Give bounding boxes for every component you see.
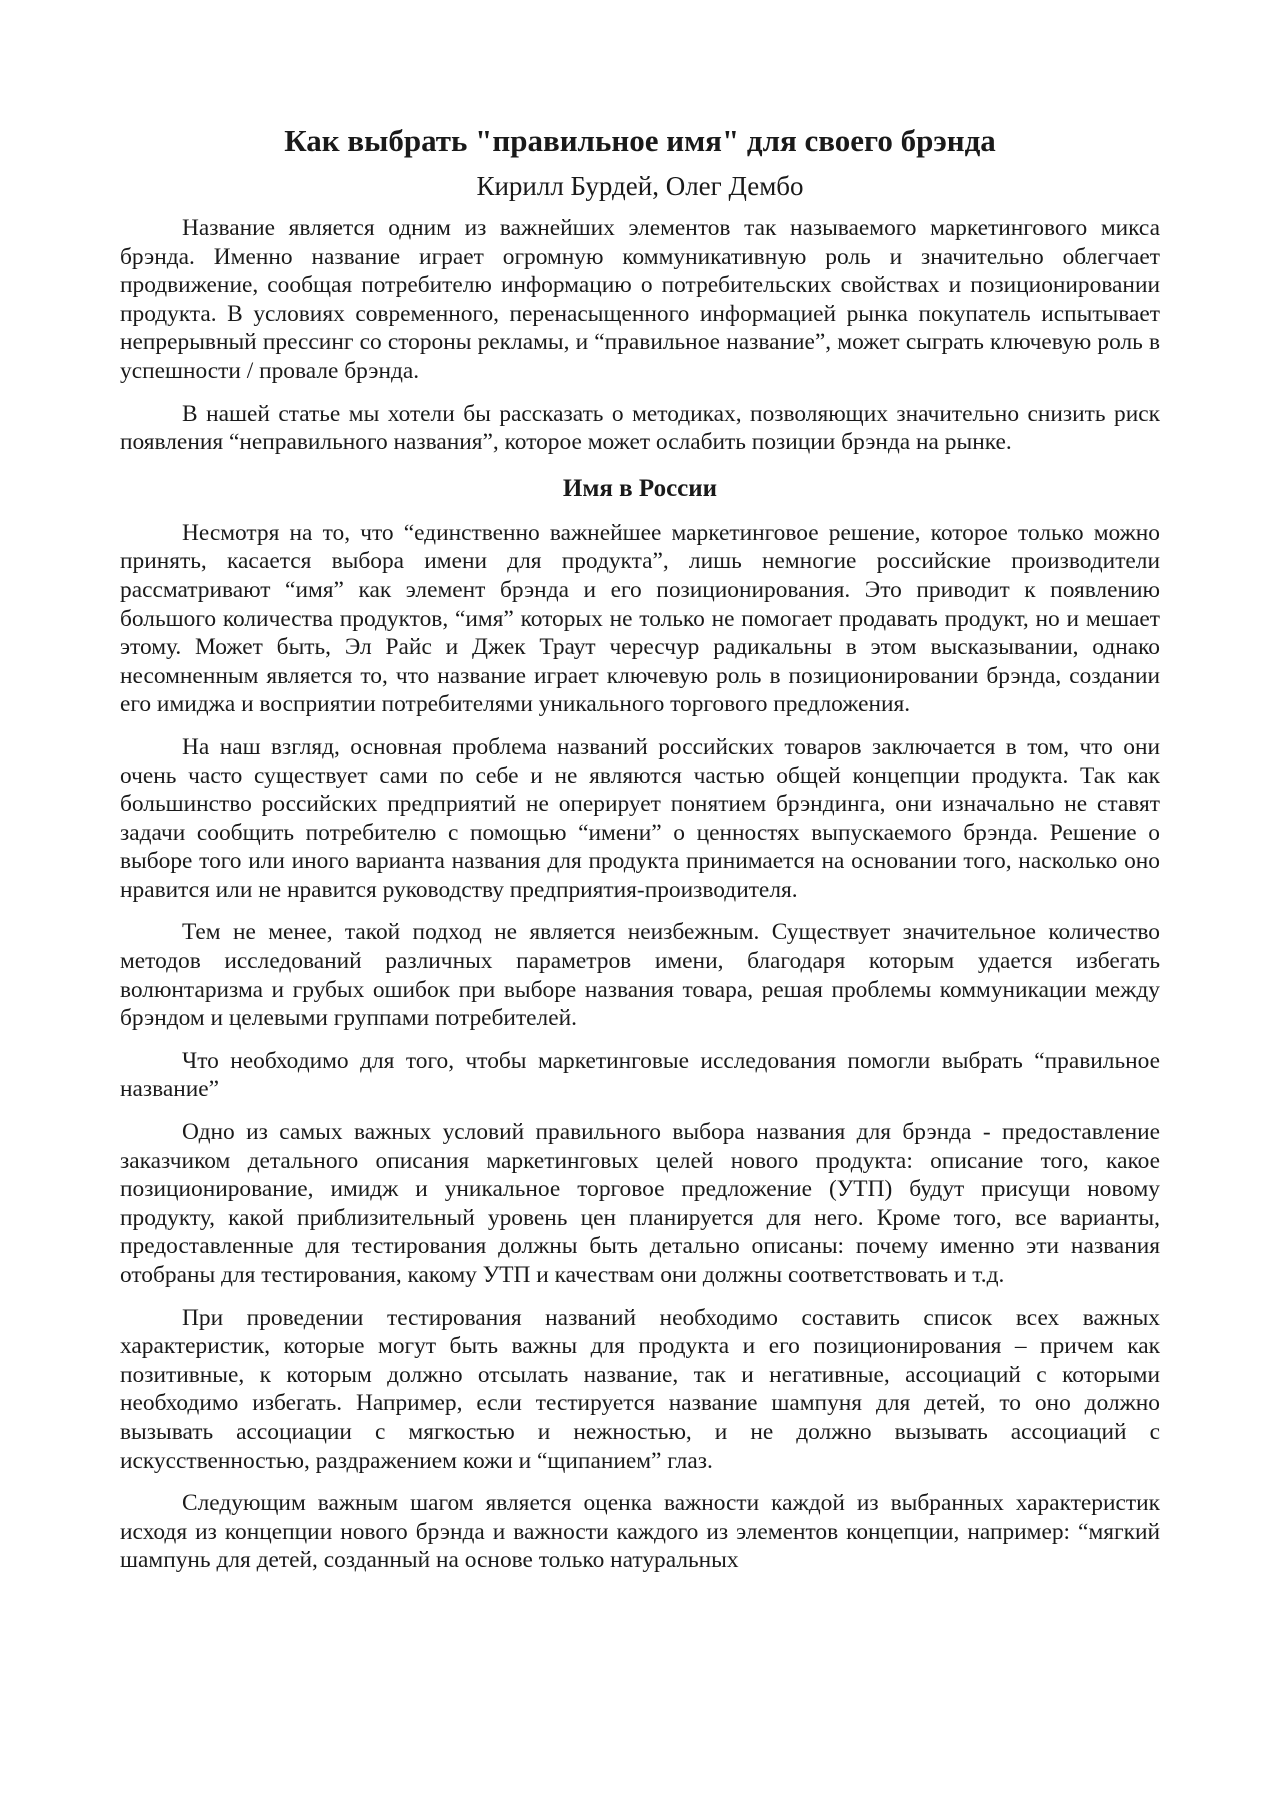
section-heading: Имя в России — [562, 474, 718, 502]
section-paragraph-2: На наш взгляд, основная проблема названий российских товаров заключается в том, что они очень часто существует сами по себе и не являются частью общей концепции продукта. Так как большинство российских предприятий не оперирует понятием брэндинга, они изначально не ставят задачи сообщить потребителю с помощью “имени” о ценностях выпускаемого брэнда. Решение о выборе того или иного варианта названия для продукта принимается на основании того, насколько оно нравится или не нравится руководству предприятия-производителя. — [120, 733, 1160, 903]
article-title: Как выбрать "правильное имя" для своего брэнда — [284, 123, 996, 158]
article-authors: Кирилл Бурдей, Олег Дембо — [476, 171, 804, 201]
section-paragraph-5: Одно из самых важных условий правильного выбора названия для брэнда - предоставление заказчиком детального описания маркетинговых целей нового продукта: описание того, какое позиционирование, имидж и уникальное торговое предложение (УТП) будут присущи новому продукту, какой приблизительный уровень цен планируется для него. Кроме того, все варианты, предоставленные для тестирования должны быть детально описаны: почему именно эти названия отобраны для тестирования, какому УТП и качествам они должны соответствовать и т.д. — [120, 1119, 1160, 1288]
intro-paragraph-1: Название является одним из важнейших элементов так называемого маркетингового микса брэнда. Именно название играет огромную коммуникативную роль и значительно облегчает продвижение, сообщая потребителю информацию о потребительских свойствах и позиционировании продукта. В условиях современного, перенасыщенного информацией рынка покупатель испытывает непрерывный прессинг со стороны рекламы, и “правильное название”, может сыграть ключевую роль в успешности / провале брэнда. — [120, 215, 1160, 384]
section-paragraph-3: Тем не менее, такой подход не является неизбежным. Существует значительное количество методов исследований различных параметров имени, благодаря которым удается избегать волюнтаризма и грубых ошибок при выборе названия товара, решая проблемы коммуникации между брэндом и целевыми группами потребителей. — [120, 919, 1160, 1032]
section-paragraph-1: Несмотря на то, что “единственно важнейшее маркетинговое решение, которое только можно принять, касается выбора имени для продукта”, лишь немногие российские производители рассматривают “имя” как элемент брэнда и его позиционирования. Это приводит к появлению большого количества продуктов, “имя” которых не только не помогает продавать продукт, но и мешает этому. Может быть, Эл Райс и Джек Траут чересчур радикальны в этом высказывании, однако несомненным является то, что название играет ключевую роль в позиционировании брэнда, создании его имиджа и восприятии потребителями уникального торгового предложения. — [120, 519, 1160, 718]
section-paragraph-4: Что необходимо для того, чтобы маркетинговые исследования помогли выбрать “правильное название” — [120, 1047, 1160, 1103]
page-content — [120, 118, 1160, 1589]
section-paragraph-7: Следующим важным шагом является оценка важности каждой из выбранных характеристик исходя из концепции нового брэнда и важности каждого из элементов концепции, например: “мягкий шампунь для детей, созданный на основе только натуральных — [120, 1490, 1160, 1574]
intro-paragraph-2: В нашей статье мы хотели бы рассказать о методиках, позволяющих значительно снизить риск появления “неправильного названия”, которое может ослабить позиции брэнда на рынке. — [120, 400, 1160, 456]
section-paragraph-6: При проведении тестирования названий необходимо составить список всех важных характеристик, которые могут быть важны для продукта и его позиционирования – причем как позитивные, к которым должно отсылать название, так и негативные, ассоциаций с которыми необходимо избегать. Например, если тестируется название шампуня для детей, то оно должно вызывать ассоциации с мягкостью и нежностью, и не должно вызывать ассоциаций с искусственностью, раздражением кожи и “щипанием” глаз. — [120, 1304, 1160, 1474]
